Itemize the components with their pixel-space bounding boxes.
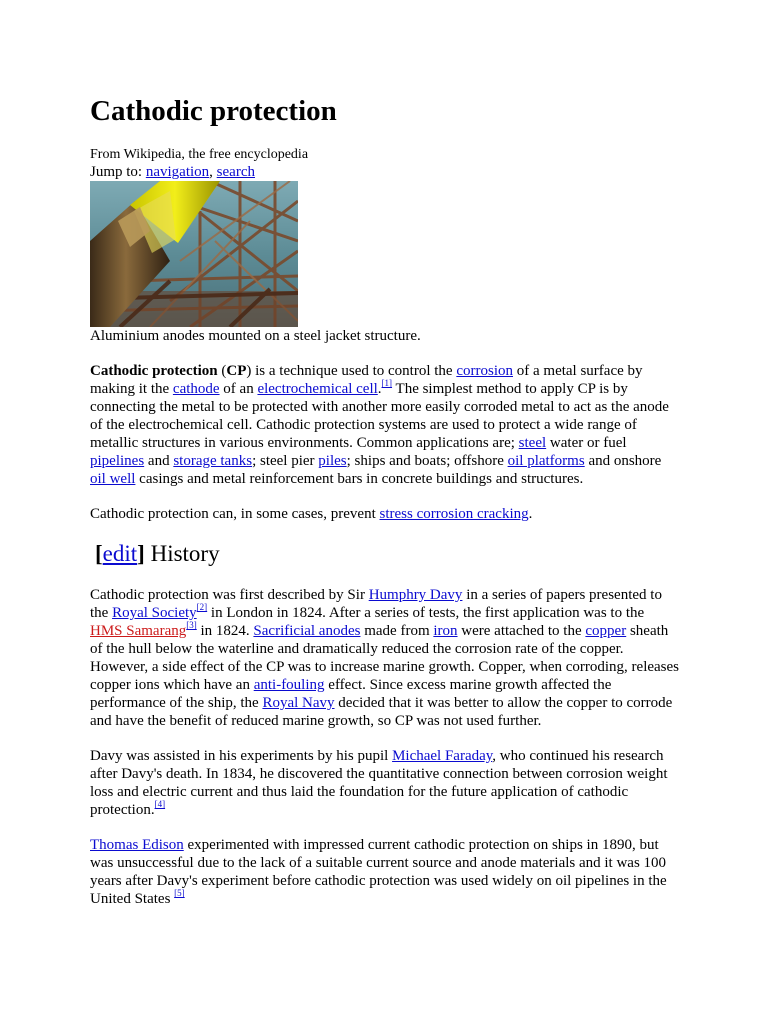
history-paragraph-faraday — [90, 747, 680, 819]
navigation-link[interactable]: navigation — [145, 164, 210, 180]
text-run: of an — [219, 381, 258, 397]
article-link[interactable]: piles — [318, 453, 347, 469]
text-run: Cathodic protection can, in some cases, prevent — [90, 506, 380, 522]
article-link[interactable]: stress corrosion cracking — [379, 506, 529, 522]
jump-separator: , — [209, 164, 217, 180]
citation-link[interactable]: [3] — [186, 620, 197, 630]
article-link[interactable]: Humphry Davy — [368, 587, 463, 603]
text-run: were attached to the — [457, 623, 586, 639]
text-run: ; ships and boats; offshore — [346, 453, 508, 469]
article-link[interactable]: copper — [585, 623, 627, 639]
article-link[interactable]: anti-fouling — [253, 677, 325, 693]
article-link[interactable]: oil well — [90, 471, 136, 487]
article-link[interactable]: Michael Faraday — [392, 748, 493, 764]
article-link[interactable]: electrochemical cell — [257, 381, 378, 397]
text-run: of a metal surface by making it the — [90, 363, 643, 397]
bold-term: CP — [226, 363, 247, 379]
text-run: sheath of the hull below the waterline and dramatically reduced the corrosion rate of the copper. However, a side effect of the CP was to increase marine growth. Copper, when corroding, releases copper ions which have an — [90, 623, 680, 693]
article-link[interactable]: HMS Samarang — [90, 623, 187, 639]
article-link[interactable]: iron — [433, 623, 458, 639]
text-run: ) is a technique used to control the — [246, 363, 457, 379]
text-run: and — [144, 453, 174, 469]
text-run: Davy was assisted in his experiments by his pupil — [90, 748, 393, 764]
history-paragraph-edison — [90, 836, 680, 908]
text-run: ( — [217, 363, 227, 379]
scc-paragraph — [90, 505, 680, 523]
article-link[interactable]: corrosion — [456, 363, 513, 379]
text-run: ; steel pier — [252, 453, 319, 469]
citation — [155, 799, 166, 809]
bold-term: Cathodic protection — [90, 363, 218, 379]
text-run: . — [377, 381, 382, 397]
text-run: water or fuel — [546, 435, 627, 451]
text-run: , who continued his research after Davy's death. In 1834, he discovered the quantitative connection between corrosion weight loss and electric current and thus laid the foundation for the future application of cathodic protection. — [90, 748, 668, 818]
text-run: The simplest method to apply CP is by connecting the metal to be protected with another more easily corroded metal to act as the anode of the electrochemical cell. Cathodic protection systems are used to protect a wide range of metallic structures in various environments. Common applications are; — [90, 381, 669, 451]
citation — [382, 378, 393, 388]
article-link[interactable]: oil platforms — [507, 453, 585, 469]
article-link[interactable]: steel — [518, 435, 547, 451]
text-run: casings and metal reinforcement bars in concrete buildings and structures. — [135, 471, 584, 487]
citation-link[interactable]: [4] — [154, 799, 166, 809]
text-run: experimented with impressed current cathodic protection on ships in 1890, but was unsuccessful due to the lack of a suitable current source and anode materials and it was 100 years after Davy's experiment before cathodic protection was used widely on oil pipelines in the United States — [90, 837, 667, 907]
intro-paragraph — [90, 362, 680, 488]
text-run: in a series of papers presented to the — [90, 587, 662, 621]
article-link[interactable]: Royal Navy — [262, 695, 335, 711]
edit-bracket-close: ] — [137, 541, 151, 566]
article-link[interactable]: Sacrificial anodes — [253, 623, 361, 639]
text-run: in London in 1824. After a series of tests, the first application was to the — [207, 605, 645, 621]
history-heading — [95, 540, 220, 568]
text-run: decided that it was better to allow the copper to corrode and have the benefit of reduced marine growth, so CP was not used further. — [90, 695, 673, 729]
figure-caption: Aluminium anodes mounted on a steel jacket structure. — [90, 328, 421, 344]
citation-link[interactable]: [5] — [174, 888, 185, 898]
article-link[interactable]: pipelines — [90, 453, 145, 469]
history-paragraph-davy — [90, 586, 680, 730]
text-run: effect. Since excess marine growth affected the performance of the ship, the — [90, 677, 612, 711]
anodes-photo-image — [90, 181, 298, 327]
citation-link[interactable]: [2] — [196, 602, 208, 612]
jump-links — [90, 163, 255, 181]
citation — [174, 888, 185, 898]
text-run: made from — [360, 623, 434, 639]
article-link[interactable]: Royal Society — [112, 605, 197, 621]
edit-bracket-open: [ — [95, 541, 103, 566]
page-title: Cathodic protection — [90, 95, 337, 127]
jump-prefix: Jump to: — [90, 164, 146, 180]
site-subtitle: From Wikipedia, the free encyclopedia — [90, 147, 309, 162]
article-link[interactable]: cathode — [172, 381, 220, 397]
text-run: . — [528, 506, 533, 522]
search-link[interactable]: search — [216, 164, 255, 180]
article-link[interactable]: storage tanks — [173, 453, 253, 469]
citation-link[interactable]: [1] — [381, 378, 393, 388]
anodes-photo[interactable] — [90, 181, 298, 327]
citation — [186, 620, 197, 630]
text-run: Cathodic protection was first described by Sir — [90, 587, 369, 603]
text-run: and onshore — [584, 453, 662, 469]
article-link[interactable]: Thomas Edison — [90, 837, 184, 853]
text-run: in 1824. — [196, 623, 254, 639]
edit-section-link[interactable]: edit — [102, 541, 138, 566]
history-heading-title: History — [150, 541, 220, 566]
citation — [197, 602, 208, 612]
